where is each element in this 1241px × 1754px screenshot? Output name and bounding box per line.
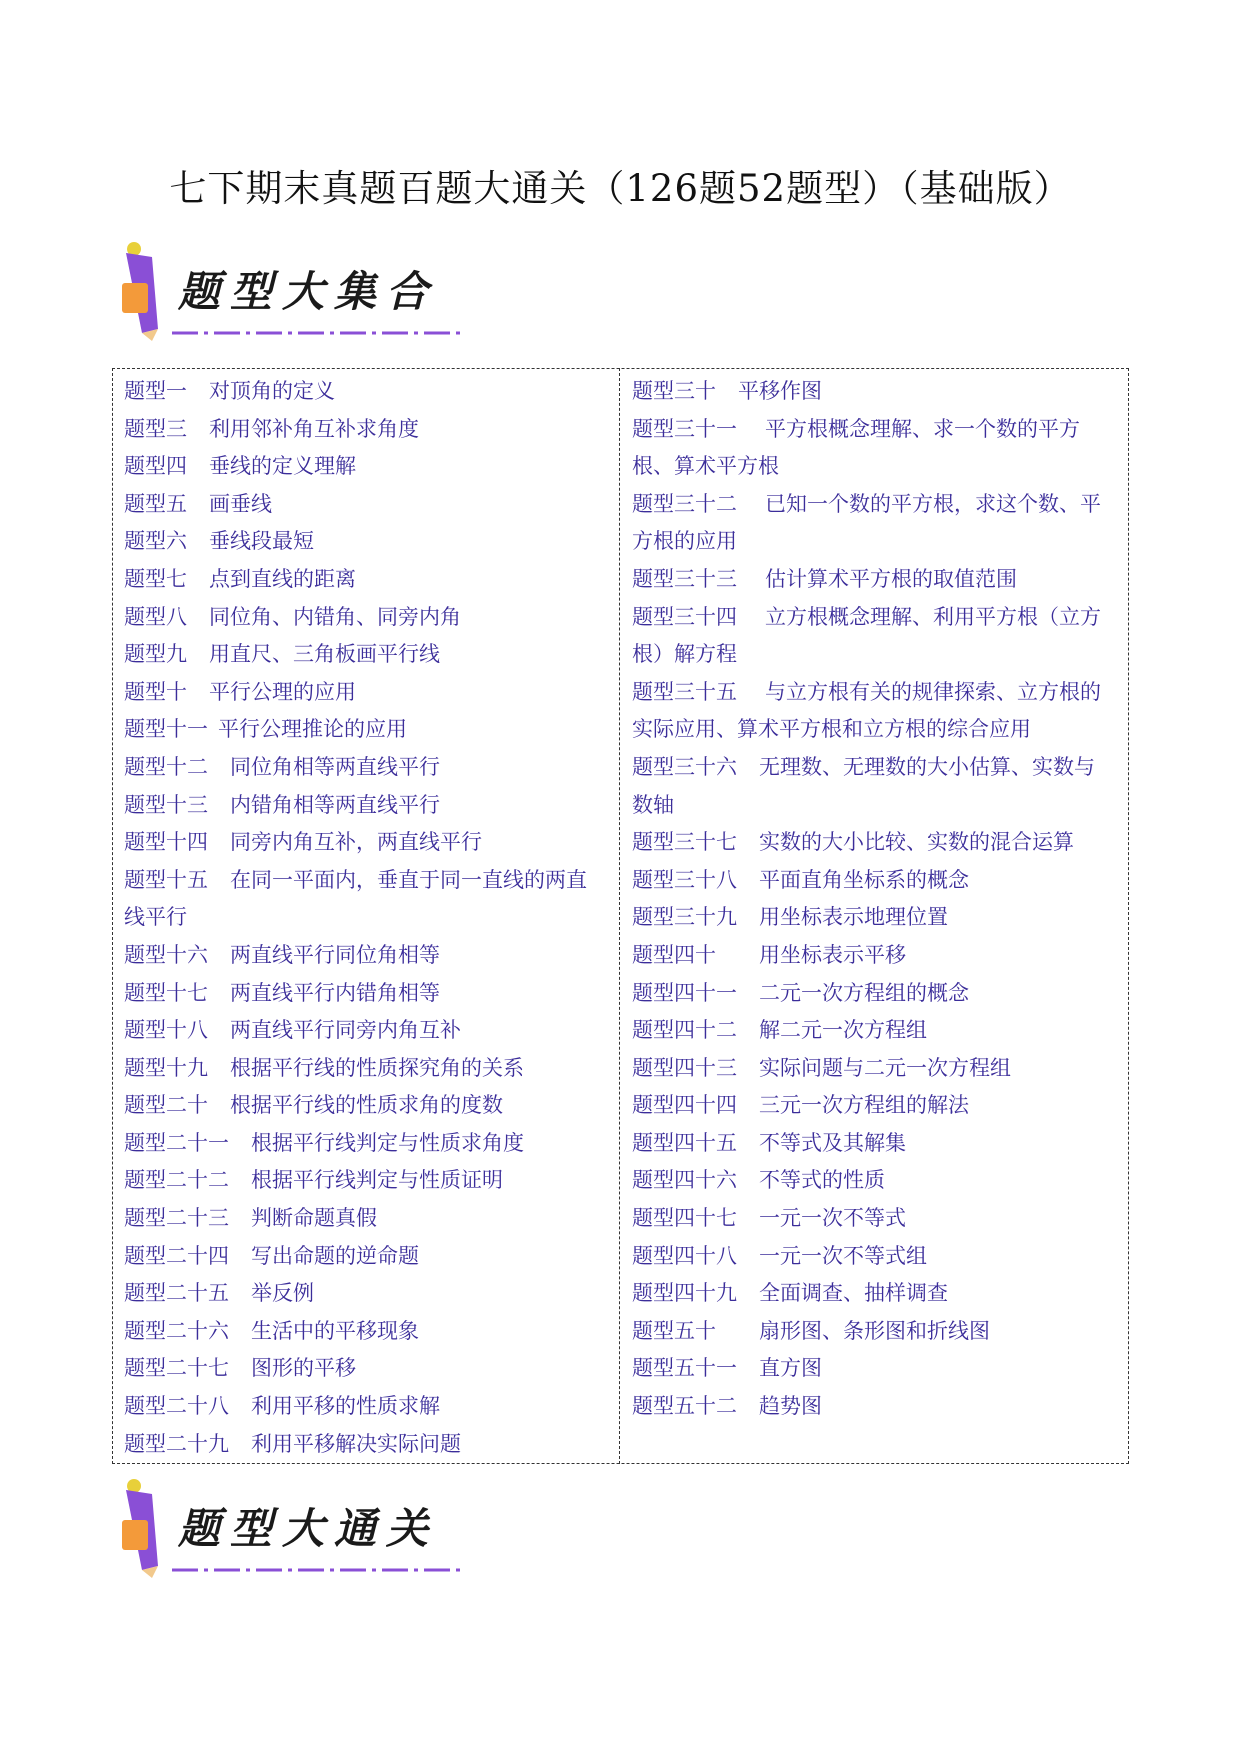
list-item[interactable]: 题型十四 同旁内角互补，两直线平行 [124,830,482,855]
list-item[interactable]: 题型五十 扇形图、条形图和折线图 [632,1318,990,1343]
list-item[interactable]: 题型二十二 根据平行线判定与性质证明 [124,1168,503,1193]
list-item[interactable]: 题型三十三 估计算术平方根的取值范围 [632,566,1017,591]
list-item[interactable]: 题型五 画垂线 [124,491,272,516]
list-item[interactable]: 题型四十九 全面调查、抽样调查 [632,1281,948,1306]
list-item[interactable]: 题型四十四 三元一次方程组的解法 [632,1093,969,1118]
list-item[interactable]: 题型三十五 与立方根有关的规律探索、立方根的 实际应用、算术平方根和立方根的综合应用 [632,679,1101,742]
banner-title: 题型大集合 [178,267,439,316]
list-item[interactable]: 题型四十五 不等式及其解集 [632,1130,906,1155]
list-item[interactable]: 题型四十三 实际问题与二元一次方程组 [632,1055,1011,1080]
list-item[interactable]: 题型三十八 平面直角坐标系的概念 [632,867,969,892]
list-item[interactable]: 题型十九 根据平行线的性质探究角的关系 [124,1055,524,1080]
list-item[interactable]: 题型三十 平移作图 [632,379,822,403]
list-item[interactable]: 题型四十 用坐标表示平移 [632,942,906,967]
banner-question-types-clearance [112,1470,472,1580]
list-item[interactable]: 题型二十九 利用平移解决实际问题 [124,1431,461,1456]
list-item[interactable]: 题型三十二 已知一个数的平方根，求这个数、平 方根的应用 [632,491,1101,554]
list-item[interactable]: 题型三十九 用坐标表示地理位置 [632,905,948,930]
page-title: 七下期末真题百题大通关（126题52题型）（基础版） [169,167,1072,210]
list-item[interactable]: 题型二十五 举反例 [124,1281,314,1306]
list-item[interactable]: 题型二十六 生活中的平移现象 [124,1318,419,1343]
list-item[interactable]: 题型五十二 趋势图 [632,1394,822,1419]
list-item[interactable]: 题型十六 两直线平行同位角相等 [124,942,440,967]
list-item[interactable]: 题型三十七 实数的大小比较、实数的混合运算 [632,830,1074,855]
banner-question-types-collection [112,233,472,343]
list-item[interactable]: 题型十二 同位角相等两直线平行 [124,754,440,779]
list-item[interactable]: 题型四 垂线的定义理解 [124,454,356,479]
list-item[interactable]: 题型十 平行公理的应用 [124,679,356,704]
list-item[interactable]: 题型七 点到直线的距离 [124,566,356,591]
list-item[interactable]: 题型三十一 平方根概念理解、求一个数的平方 根、算术平方根 [632,416,1080,479]
list-item[interactable]: 题型二十七 图形的平移 [124,1356,356,1381]
list-item[interactable]: 题型二十一 根据平行线判定与性质求角度 [124,1130,524,1155]
list-item[interactable]: 题型五十一 直方图 [632,1356,822,1381]
right-column [632,373,1120,1426]
list-item[interactable]: 题型四十一 二元一次方程组的概念 [632,980,969,1005]
list-item[interactable]: 题型六 垂线段最短 [124,529,314,554]
list-item[interactable]: 题型十七 两直线平行内错角相等 [124,980,440,1005]
list-item[interactable]: 题型二十三 判断命题真假 [124,1206,377,1231]
list-item[interactable]: 题型八 同位角、内错角、同旁内角 [124,604,461,629]
list-item[interactable]: 题型三十四 立方根概念理解、利用平方根（立方 根）解方程 [632,604,1101,667]
list-item[interactable]: 题型三十六 无理数、无理数的大小估算、实数与 数轴 [632,754,1095,817]
list-item[interactable]: 题型四十六 不等式的性质 [632,1168,885,1193]
list-item[interactable]: 题型四十七 一元一次不等式 [632,1206,906,1231]
list-item[interactable]: 题型二十四 写出命题的逆命题 [124,1243,419,1268]
list-item[interactable]: 题型十八 两直线平行同旁内角互补 [124,1018,461,1043]
list-item[interactable]: 题型十三 内错角相等两直线平行 [124,792,440,817]
list-item[interactable]: 题型九 用直尺、三角板画平行线 [124,642,440,667]
list-item[interactable]: 题型十一 平行公理推论的应用 [124,717,407,742]
column-divider [619,368,620,1464]
list-item[interactable]: 题型十五 在同一平面内，垂直于同一直线的两直 线平行 [124,867,587,930]
list-item[interactable]: 题型二十 根据平行线的性质求角的度数 [124,1093,503,1118]
left-column [124,373,614,1463]
banner-title: 题型大通关 [178,1504,439,1553]
list-item[interactable]: 题型二十八 利用平移的性质求解 [124,1394,440,1419]
list-item[interactable]: 题型一 对顶角的定义 [124,379,335,403]
list-item[interactable]: 题型四十八 一元一次不等式组 [632,1243,927,1268]
list-item[interactable]: 题型三 利用邻补角互补求角度 [124,416,419,441]
list-item[interactable]: 题型四十二 解二元一次方程组 [632,1018,927,1043]
